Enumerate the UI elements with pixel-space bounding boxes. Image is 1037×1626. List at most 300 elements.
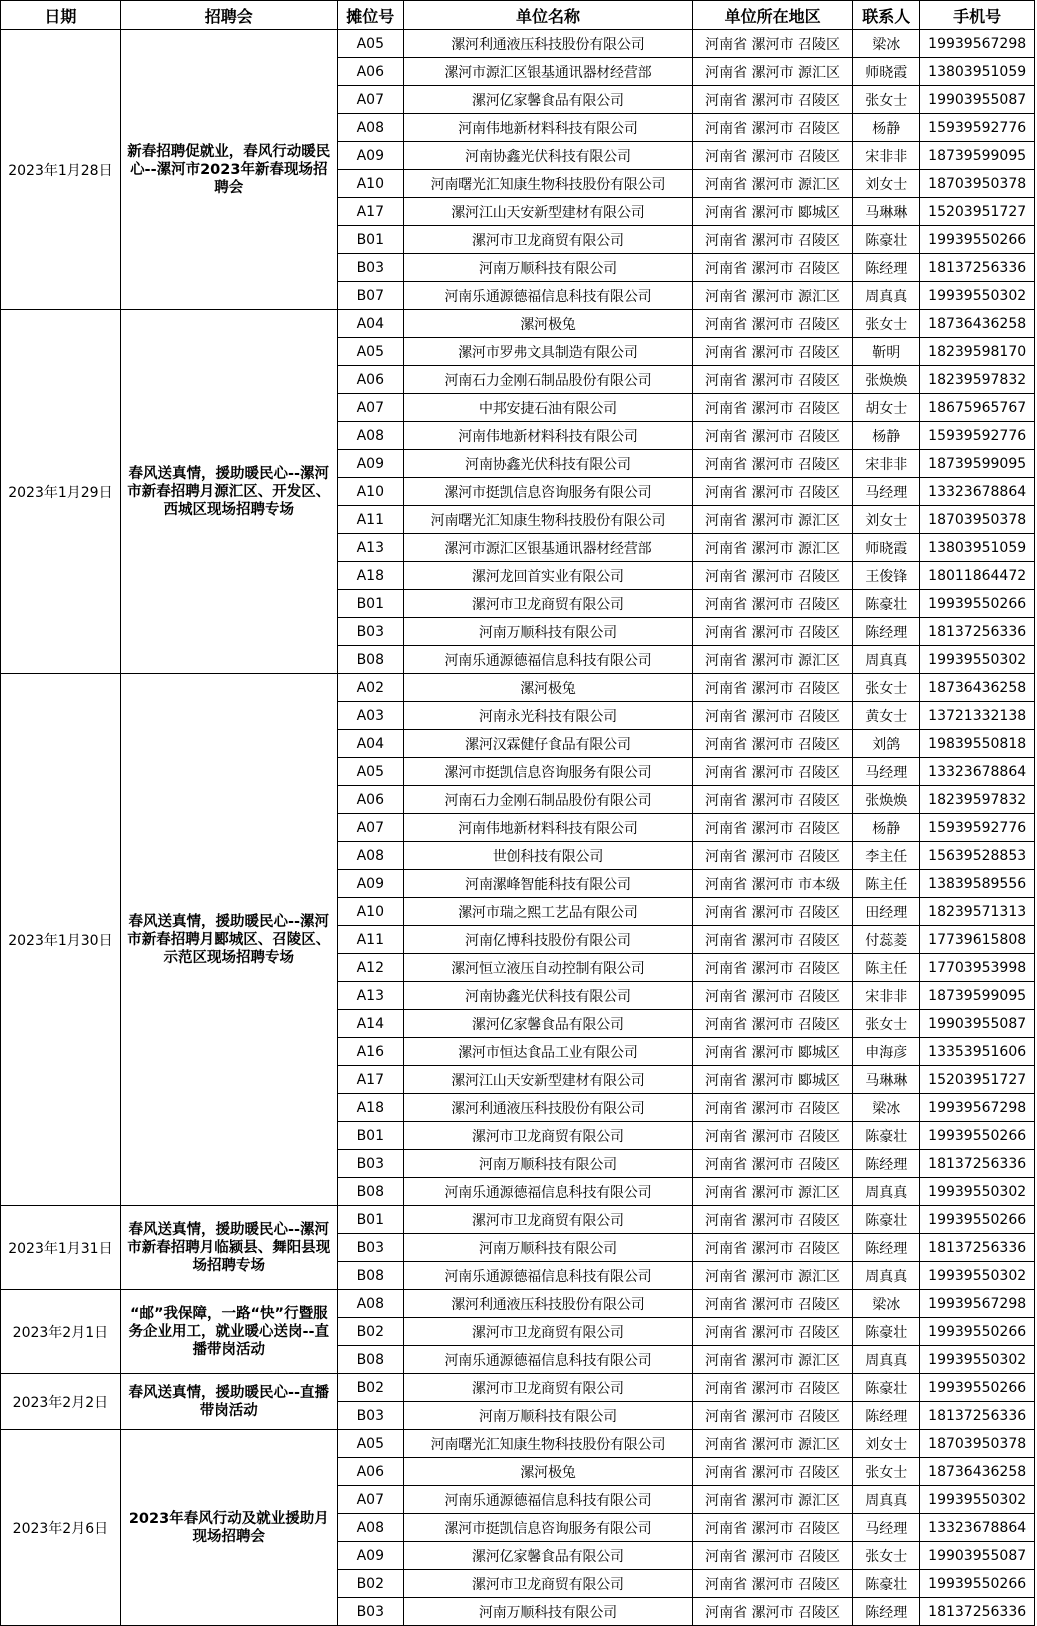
location-cell: 河南省 漯河市 召陵区 [693,310,853,338]
contact-cell: 梁冰 [853,30,920,58]
phone-cell: 18739599095 [920,142,1035,170]
company-cell: 世创科技有限公司 [403,842,692,870]
contact-cell: 周真真 [853,1178,920,1206]
contact-cell: 陈豪壮 [853,1570,920,1598]
booth-cell: A05 [337,338,403,366]
company-cell: 河南亿博科技股份有限公司 [403,926,692,954]
location-cell: 河南省 漯河市 召陵区 [693,226,853,254]
phone-cell: 19939550266 [920,590,1035,618]
booth-cell: A10 [337,170,403,198]
location-cell: 河南省 漯河市 郾城区 [693,1038,853,1066]
phone-cell: 18703950378 [920,1430,1035,1458]
phone-cell: 19939550266 [920,1206,1035,1234]
location-cell: 河南省 漯河市 召陵区 [693,618,853,646]
contact-cell: 刘女士 [853,506,920,534]
phone-cell: 15939592776 [920,422,1035,450]
company-cell: 漯河市卫龙商贸有限公司 [403,1318,692,1346]
date-cell: 2023年1月31日 [1,1206,121,1290]
location-cell: 河南省 漯河市 召陵区 [693,954,853,982]
location-cell: 河南省 漯河市 召陵区 [693,1122,853,1150]
company-cell: 河南石力金刚石制品股份有限公司 [403,786,692,814]
booth-cell: A08 [337,1290,403,1318]
company-cell: 漯河极兔 [403,310,692,338]
booth-cell: B08 [337,646,403,674]
booth-cell: A04 [337,310,403,338]
contact-cell: 周真真 [853,1486,920,1514]
booth-cell: B03 [337,618,403,646]
booth-cell: A07 [337,1486,403,1514]
phone-cell: 19903955087 [920,86,1035,114]
company-cell: 漯河市恒达食品工业有限公司 [403,1038,692,1066]
phone-cell: 18137256336 [920,1402,1035,1430]
contact-cell: 张焕焕 [853,366,920,394]
phone-cell: 19939567298 [920,1290,1035,1318]
contact-cell: 杨静 [853,814,920,842]
location-cell: 河南省 漯河市 郾城区 [693,198,853,226]
location-cell: 河南省 漯河市 召陵区 [693,786,853,814]
date-cell: 2023年2月1日 [1,1290,121,1374]
phone-cell: 15203951727 [920,198,1035,226]
company-cell: 河南万顺科技有限公司 [403,1402,692,1430]
phone-cell: 18137256336 [920,254,1035,282]
booth-cell: A10 [337,478,403,506]
contact-cell: 胡女士 [853,394,920,422]
phone-cell: 15939592776 [920,114,1035,142]
company-cell: 河南协鑫光伏科技有限公司 [403,450,692,478]
booth-cell: A18 [337,562,403,590]
phone-cell: 18239571313 [920,898,1035,926]
booth-cell: A05 [337,1430,403,1458]
booth-cell: B03 [337,254,403,282]
contact-cell: 刘女士 [853,1430,920,1458]
location-cell: 河南省 漯河市 召陵区 [693,86,853,114]
company-cell: 漯河利通液压科技股份有限公司 [403,1290,692,1318]
phone-cell: 19903955087 [920,1010,1035,1038]
table-row [1,310,1035,338]
company-cell: 漯河极兔 [403,1458,692,1486]
company-cell: 漯河市卫龙商贸有限公司 [403,1374,692,1402]
contact-cell: 李主任 [853,842,920,870]
contact-cell: 靳明 [853,338,920,366]
booth-cell: B08 [337,1178,403,1206]
date-cell: 2023年1月29日 [1,310,121,674]
phone-cell: 18011864472 [920,562,1035,590]
company-cell: 漯河龙回首实业有限公司 [403,562,692,590]
booth-cell: B03 [337,1402,403,1430]
company-cell: 河南万顺科技有限公司 [403,1598,692,1626]
phone-cell: 13353951606 [920,1038,1035,1066]
contact-cell: 陈豪壮 [853,590,920,618]
date-cell: 2023年1月28日 [1,30,121,310]
booth-cell: B01 [337,1206,403,1234]
location-cell: 河南省 漯河市 召陵区 [693,1234,853,1262]
phone-cell: 19939550302 [920,646,1035,674]
table-row [1,1374,1035,1402]
company-cell: 河南乐通源德福信息科技有限公司 [403,1178,692,1206]
company-cell: 河南曙光汇知康生物科技股份有限公司 [403,170,692,198]
booth-cell: A07 [337,394,403,422]
booth-cell: A05 [337,758,403,786]
phone-cell: 19903955087 [920,1542,1035,1570]
location-cell: 河南省 漯河市 源汇区 [693,534,853,562]
booth-cell: A07 [337,86,403,114]
contact-cell: 陈经理 [853,1598,920,1626]
date-cell: 2023年2月6日 [1,1430,121,1626]
contact-cell: 张女士 [853,310,920,338]
location-cell: 河南省 漯河市 召陵区 [693,366,853,394]
table-row [1,1430,1035,1458]
contact-cell: 田经理 [853,898,920,926]
contact-cell: 宋非非 [853,142,920,170]
booth-cell: A13 [337,534,403,562]
contact-cell: 杨静 [853,422,920,450]
fair-cell: 春风送真情，援助暖民心--漯河市新春招聘月临颍县、舞阳县现场招聘专场 [120,1206,337,1290]
contact-cell: 申海彦 [853,1038,920,1066]
company-cell: 河南万顺科技有限公司 [403,1150,692,1178]
table-row [1,674,1035,702]
booth-cell: A10 [337,898,403,926]
phone-cell: 18736436258 [920,1458,1035,1486]
company-cell: 漯河恒立液压自动控制有限公司 [403,954,692,982]
booth-cell: A08 [337,114,403,142]
location-cell: 河南省 漯河市 召陵区 [693,814,853,842]
header-contact: 联系人 [853,1,920,30]
booth-cell: B02 [337,1374,403,1402]
company-cell: 漯河利通液压科技股份有限公司 [403,1094,692,1122]
contact-cell: 陈豪壮 [853,1318,920,1346]
company-cell: 漯河利通液压科技股份有限公司 [403,30,692,58]
contact-cell: 马经理 [853,478,920,506]
location-cell: 河南省 漯河市 召陵区 [693,478,853,506]
booth-cell: A08 [337,1514,403,1542]
company-cell: 漯河亿家馨食品有限公司 [403,1010,692,1038]
location-cell: 河南省 漯河市 源汇区 [693,646,853,674]
phone-cell: 19939550302 [920,1486,1035,1514]
location-cell: 河南省 漯河市 召陵区 [693,254,853,282]
location-cell: 河南省 漯河市 源汇区 [693,1486,853,1514]
location-cell: 河南省 漯河市 召陵区 [693,1150,853,1178]
contact-cell: 王俊锋 [853,562,920,590]
phone-cell: 18239597832 [920,786,1035,814]
location-cell: 河南省 漯河市 市本级 [693,870,853,898]
contact-cell: 陈主任 [853,954,920,982]
phone-cell: 18137256336 [920,1150,1035,1178]
booth-cell: B02 [337,1318,403,1346]
contact-cell: 刘女士 [853,170,920,198]
company-cell: 河南石力金刚石制品股份有限公司 [403,366,692,394]
booth-cell: B01 [337,590,403,618]
location-cell: 河南省 漯河市 源汇区 [693,282,853,310]
booth-cell: A08 [337,422,403,450]
booth-cell: A09 [337,870,403,898]
booth-cell: B01 [337,1122,403,1150]
location-cell: 河南省 漯河市 召陵区 [693,1290,853,1318]
booth-cell: B03 [337,1234,403,1262]
location-cell: 河南省 漯河市 源汇区 [693,506,853,534]
table-row [1,1206,1035,1234]
company-cell: 河南协鑫光伏科技有限公司 [403,142,692,170]
phone-cell: 18137256336 [920,1598,1035,1626]
location-cell: 河南省 漯河市 召陵区 [693,590,853,618]
company-cell: 漯河市卫龙商贸有限公司 [403,1570,692,1598]
booth-cell: A06 [337,1458,403,1486]
location-cell: 河南省 漯河市 召陵区 [693,1542,853,1570]
phone-cell: 13323678864 [920,758,1035,786]
phone-cell: 13323678864 [920,478,1035,506]
phone-cell: 18736436258 [920,310,1035,338]
phone-cell: 13721332138 [920,702,1035,730]
booth-cell: A09 [337,1542,403,1570]
location-cell: 河南省 漯河市 源汇区 [693,1430,853,1458]
booth-cell: A09 [337,450,403,478]
company-cell: 漯河极兔 [403,674,692,702]
company-cell: 河南乐通源德福信息科技有限公司 [403,1262,692,1290]
phone-cell: 18675965767 [920,394,1035,422]
phone-cell: 13839589556 [920,870,1035,898]
phone-cell: 18739599095 [920,982,1035,1010]
booth-cell: A09 [337,142,403,170]
contact-cell: 陈经理 [853,618,920,646]
booth-cell: B03 [337,1598,403,1626]
booth-cell: A03 [337,702,403,730]
contact-cell: 周真真 [853,1262,920,1290]
company-cell: 漯河市挺凯信息咨询服务有限公司 [403,1514,692,1542]
contact-cell: 师晓霞 [853,534,920,562]
contact-cell: 陈经理 [853,1150,920,1178]
location-cell: 河南省 漯河市 召陵区 [693,338,853,366]
contact-cell: 周真真 [853,1346,920,1374]
company-cell: 河南万顺科技有限公司 [403,1234,692,1262]
phone-cell: 19939550266 [920,1122,1035,1150]
booth-cell: B07 [337,282,403,310]
table-body [1,30,1035,1626]
company-cell: 漯河市源汇区银基通讯器材经营部 [403,58,692,86]
company-cell: 河南漯峰智能科技有限公司 [403,870,692,898]
company-cell: 漯河汉霖健仔食品有限公司 [403,730,692,758]
booth-cell: A16 [337,1038,403,1066]
company-cell: 漯河市源汇区银基通讯器材经营部 [403,534,692,562]
contact-cell: 张女士 [853,86,920,114]
header-fair: 招聘会 [120,1,337,30]
company-cell: 漯河市挺凯信息咨询服务有限公司 [403,478,692,506]
location-cell: 河南省 漯河市 召陵区 [693,1458,853,1486]
phone-cell: 19939550302 [920,1262,1035,1290]
company-cell: 河南伟地新材料科技有限公司 [403,114,692,142]
location-cell: 河南省 漯河市 召陵区 [693,842,853,870]
booth-cell: A18 [337,1094,403,1122]
phone-cell: 15939592776 [920,814,1035,842]
booth-cell: A11 [337,926,403,954]
phone-cell: 15203951727 [920,1066,1035,1094]
table-header [1,1,1035,30]
company-cell: 河南乐通源德福信息科技有限公司 [403,646,692,674]
contact-cell: 杨静 [853,114,920,142]
booth-cell: A08 [337,842,403,870]
fair-cell: 2023年春风行动及就业援助月现场招聘会 [120,1430,337,1626]
company-cell: 漯河亿家馨食品有限公司 [403,1542,692,1570]
header-location: 单位所在地区 [693,1,853,30]
phone-cell: 17703953998 [920,954,1035,982]
booth-cell: A06 [337,366,403,394]
company-cell: 漯河市卫龙商贸有限公司 [403,1122,692,1150]
phone-cell: 19939550266 [920,1570,1035,1598]
location-cell: 河南省 漯河市 源汇区 [693,1262,853,1290]
location-cell: 河南省 漯河市 召陵区 [693,1570,853,1598]
phone-cell: 13803951059 [920,534,1035,562]
contact-cell: 马经理 [853,758,920,786]
phone-cell: 19939550266 [920,1374,1035,1402]
location-cell: 河南省 漯河市 召陵区 [693,926,853,954]
booth-cell: B08 [337,1262,403,1290]
contact-cell: 陈经理 [853,1402,920,1430]
table-row [1,30,1035,58]
location-cell: 河南省 漯河市 召陵区 [693,674,853,702]
phone-cell: 13323678864 [920,1514,1035,1542]
company-cell: 河南万顺科技有限公司 [403,254,692,282]
phone-cell: 19939550266 [920,1318,1035,1346]
location-cell: 河南省 漯河市 郾城区 [693,1066,853,1094]
location-cell: 河南省 漯河市 源汇区 [693,58,853,86]
company-cell: 河南万顺科技有限公司 [403,618,692,646]
location-cell: 河南省 漯河市 召陵区 [693,898,853,926]
table-row [1,1290,1035,1318]
contact-cell: 宋非非 [853,982,920,1010]
contact-cell: 陈主任 [853,870,920,898]
phone-cell: 15639528853 [920,842,1035,870]
header-phone: 手机号 [920,1,1035,30]
location-cell: 河南省 漯河市 召陵区 [693,702,853,730]
contact-cell: 张女士 [853,1458,920,1486]
contact-cell: 付蕊菱 [853,926,920,954]
contact-cell: 张女士 [853,1010,920,1038]
company-cell: 漯河市卫龙商贸有限公司 [403,1206,692,1234]
phone-cell: 17739615808 [920,926,1035,954]
location-cell: 河南省 漯河市 源汇区 [693,170,853,198]
location-cell: 河南省 漯河市 召陵区 [693,422,853,450]
contact-cell: 宋非非 [853,450,920,478]
phone-cell: 19939550302 [920,1346,1035,1374]
phone-cell: 19939550302 [920,282,1035,310]
company-cell: 中邦安捷石油有限公司 [403,394,692,422]
location-cell: 河南省 漯河市 召陵区 [693,758,853,786]
fair-cell: “邮”我保障，一路“快”行暨服务企业用工，就业暖心送岗--直播带岗活动 [120,1290,337,1374]
location-cell: 河南省 漯河市 召陵区 [693,1010,853,1038]
contact-cell: 周真真 [853,282,920,310]
fair-cell: 春风送真情，援助暖民心--直播带岗活动 [120,1374,337,1430]
company-cell: 河南乐通源德福信息科技有限公司 [403,282,692,310]
phone-cell: 19839550818 [920,730,1035,758]
location-cell: 河南省 漯河市 召陵区 [693,1402,853,1430]
phone-cell: 18703950378 [920,170,1035,198]
booth-cell: A02 [337,674,403,702]
fair-cell: 新春招聘促就业，春风行动暖民心--漯河市2023年新春现场招聘会 [120,30,337,310]
contact-cell: 马经理 [853,1514,920,1542]
location-cell: 河南省 漯河市 召陵区 [693,142,853,170]
contact-cell: 师晓霞 [853,58,920,86]
contact-cell: 张女士 [853,1542,920,1570]
booth-cell: A14 [337,1010,403,1038]
booth-cell: B02 [337,1570,403,1598]
phone-cell: 19939567298 [920,1094,1035,1122]
location-cell: 河南省 漯河市 召陵区 [693,30,853,58]
fair-cell: 春风送真情，援助暖民心--漯河市新春招聘月源汇区、开发区、西城区现场招聘专场 [120,310,337,674]
location-cell: 河南省 漯河市 召陵区 [693,982,853,1010]
company-cell: 河南曙光汇知康生物科技股份有限公司 [403,1430,692,1458]
location-cell: 河南省 漯河市 召陵区 [693,1374,853,1402]
booth-cell: A07 [337,814,403,842]
location-cell: 河南省 漯河市 源汇区 [693,1346,853,1374]
company-cell: 漯河市卫龙商贸有限公司 [403,226,692,254]
phone-cell: 18739599095 [920,450,1035,478]
booth-cell: B01 [337,226,403,254]
location-cell: 河南省 漯河市 召陵区 [693,114,853,142]
booth-cell: A17 [337,198,403,226]
phone-cell: 13803951059 [920,58,1035,86]
phone-cell: 18239598170 [920,338,1035,366]
contact-cell: 周真真 [853,646,920,674]
contact-cell: 张女士 [853,674,920,702]
company-cell: 河南伟地新材料科技有限公司 [403,422,692,450]
company-cell: 河南协鑫光伏科技有限公司 [403,982,692,1010]
company-cell: 漯河市罗弗文具制造有限公司 [403,338,692,366]
company-cell: 河南曙光汇知康生物科技股份有限公司 [403,506,692,534]
phone-cell: 18137256336 [920,1234,1035,1262]
company-cell: 河南伟地新材料科技有限公司 [403,814,692,842]
phone-cell: 19939567298 [920,30,1035,58]
booth-cell: A17 [337,1066,403,1094]
company-cell: 漯河市卫龙商贸有限公司 [403,590,692,618]
contact-cell: 陈经理 [853,1234,920,1262]
location-cell: 河南省 漯河市 召陵区 [693,450,853,478]
contact-cell: 陈豪壮 [853,1206,920,1234]
location-cell: 河南省 漯河市 召陵区 [693,1094,853,1122]
location-cell: 河南省 漯河市 源汇区 [693,1178,853,1206]
header-booth: 摊位号 [337,1,403,30]
header-company: 单位名称 [403,1,692,30]
location-cell: 河南省 漯河市 召陵区 [693,1206,853,1234]
company-cell: 漯河江山天安新型建材有限公司 [403,198,692,226]
company-cell: 漯河江山天安新型建材有限公司 [403,1066,692,1094]
phone-cell: 18137256336 [920,618,1035,646]
booth-cell: B08 [337,1346,403,1374]
booth-cell: A06 [337,58,403,86]
company-cell: 漯河市瑞之熙工艺品有限公司 [403,898,692,926]
booth-cell: A05 [337,30,403,58]
location-cell: 河南省 漯河市 召陵区 [693,394,853,422]
contact-cell: 马琳琳 [853,198,920,226]
company-cell: 河南永光科技有限公司 [403,702,692,730]
contact-cell: 陈豪壮 [853,1374,920,1402]
fair-cell: 春风送真情，援助暖民心--漯河市新春招聘月郾城区、召陵区、示范区现场招聘专场 [120,674,337,1206]
booth-cell: A11 [337,506,403,534]
phone-cell: 18736436258 [920,674,1035,702]
booth-cell: A13 [337,982,403,1010]
contact-cell: 张焕焕 [853,786,920,814]
phone-cell: 19939550266 [920,226,1035,254]
location-cell: 河南省 漯河市 召陵区 [693,1598,853,1626]
location-cell: 河南省 漯河市 召陵区 [693,1514,853,1542]
phone-cell: 18239597832 [920,366,1035,394]
phone-cell: 18703950378 [920,506,1035,534]
booth-cell: A12 [337,954,403,982]
date-cell: 2023年1月30日 [1,674,121,1206]
company-cell: 河南乐通源德福信息科技有限公司 [403,1346,692,1374]
header-date: 日期 [1,1,121,30]
contact-cell: 陈豪壮 [853,1122,920,1150]
company-cell: 河南乐通源德福信息科技有限公司 [403,1486,692,1514]
contact-cell: 梁冰 [853,1290,920,1318]
company-cell: 漯河市挺凯信息咨询服务有限公司 [403,758,692,786]
